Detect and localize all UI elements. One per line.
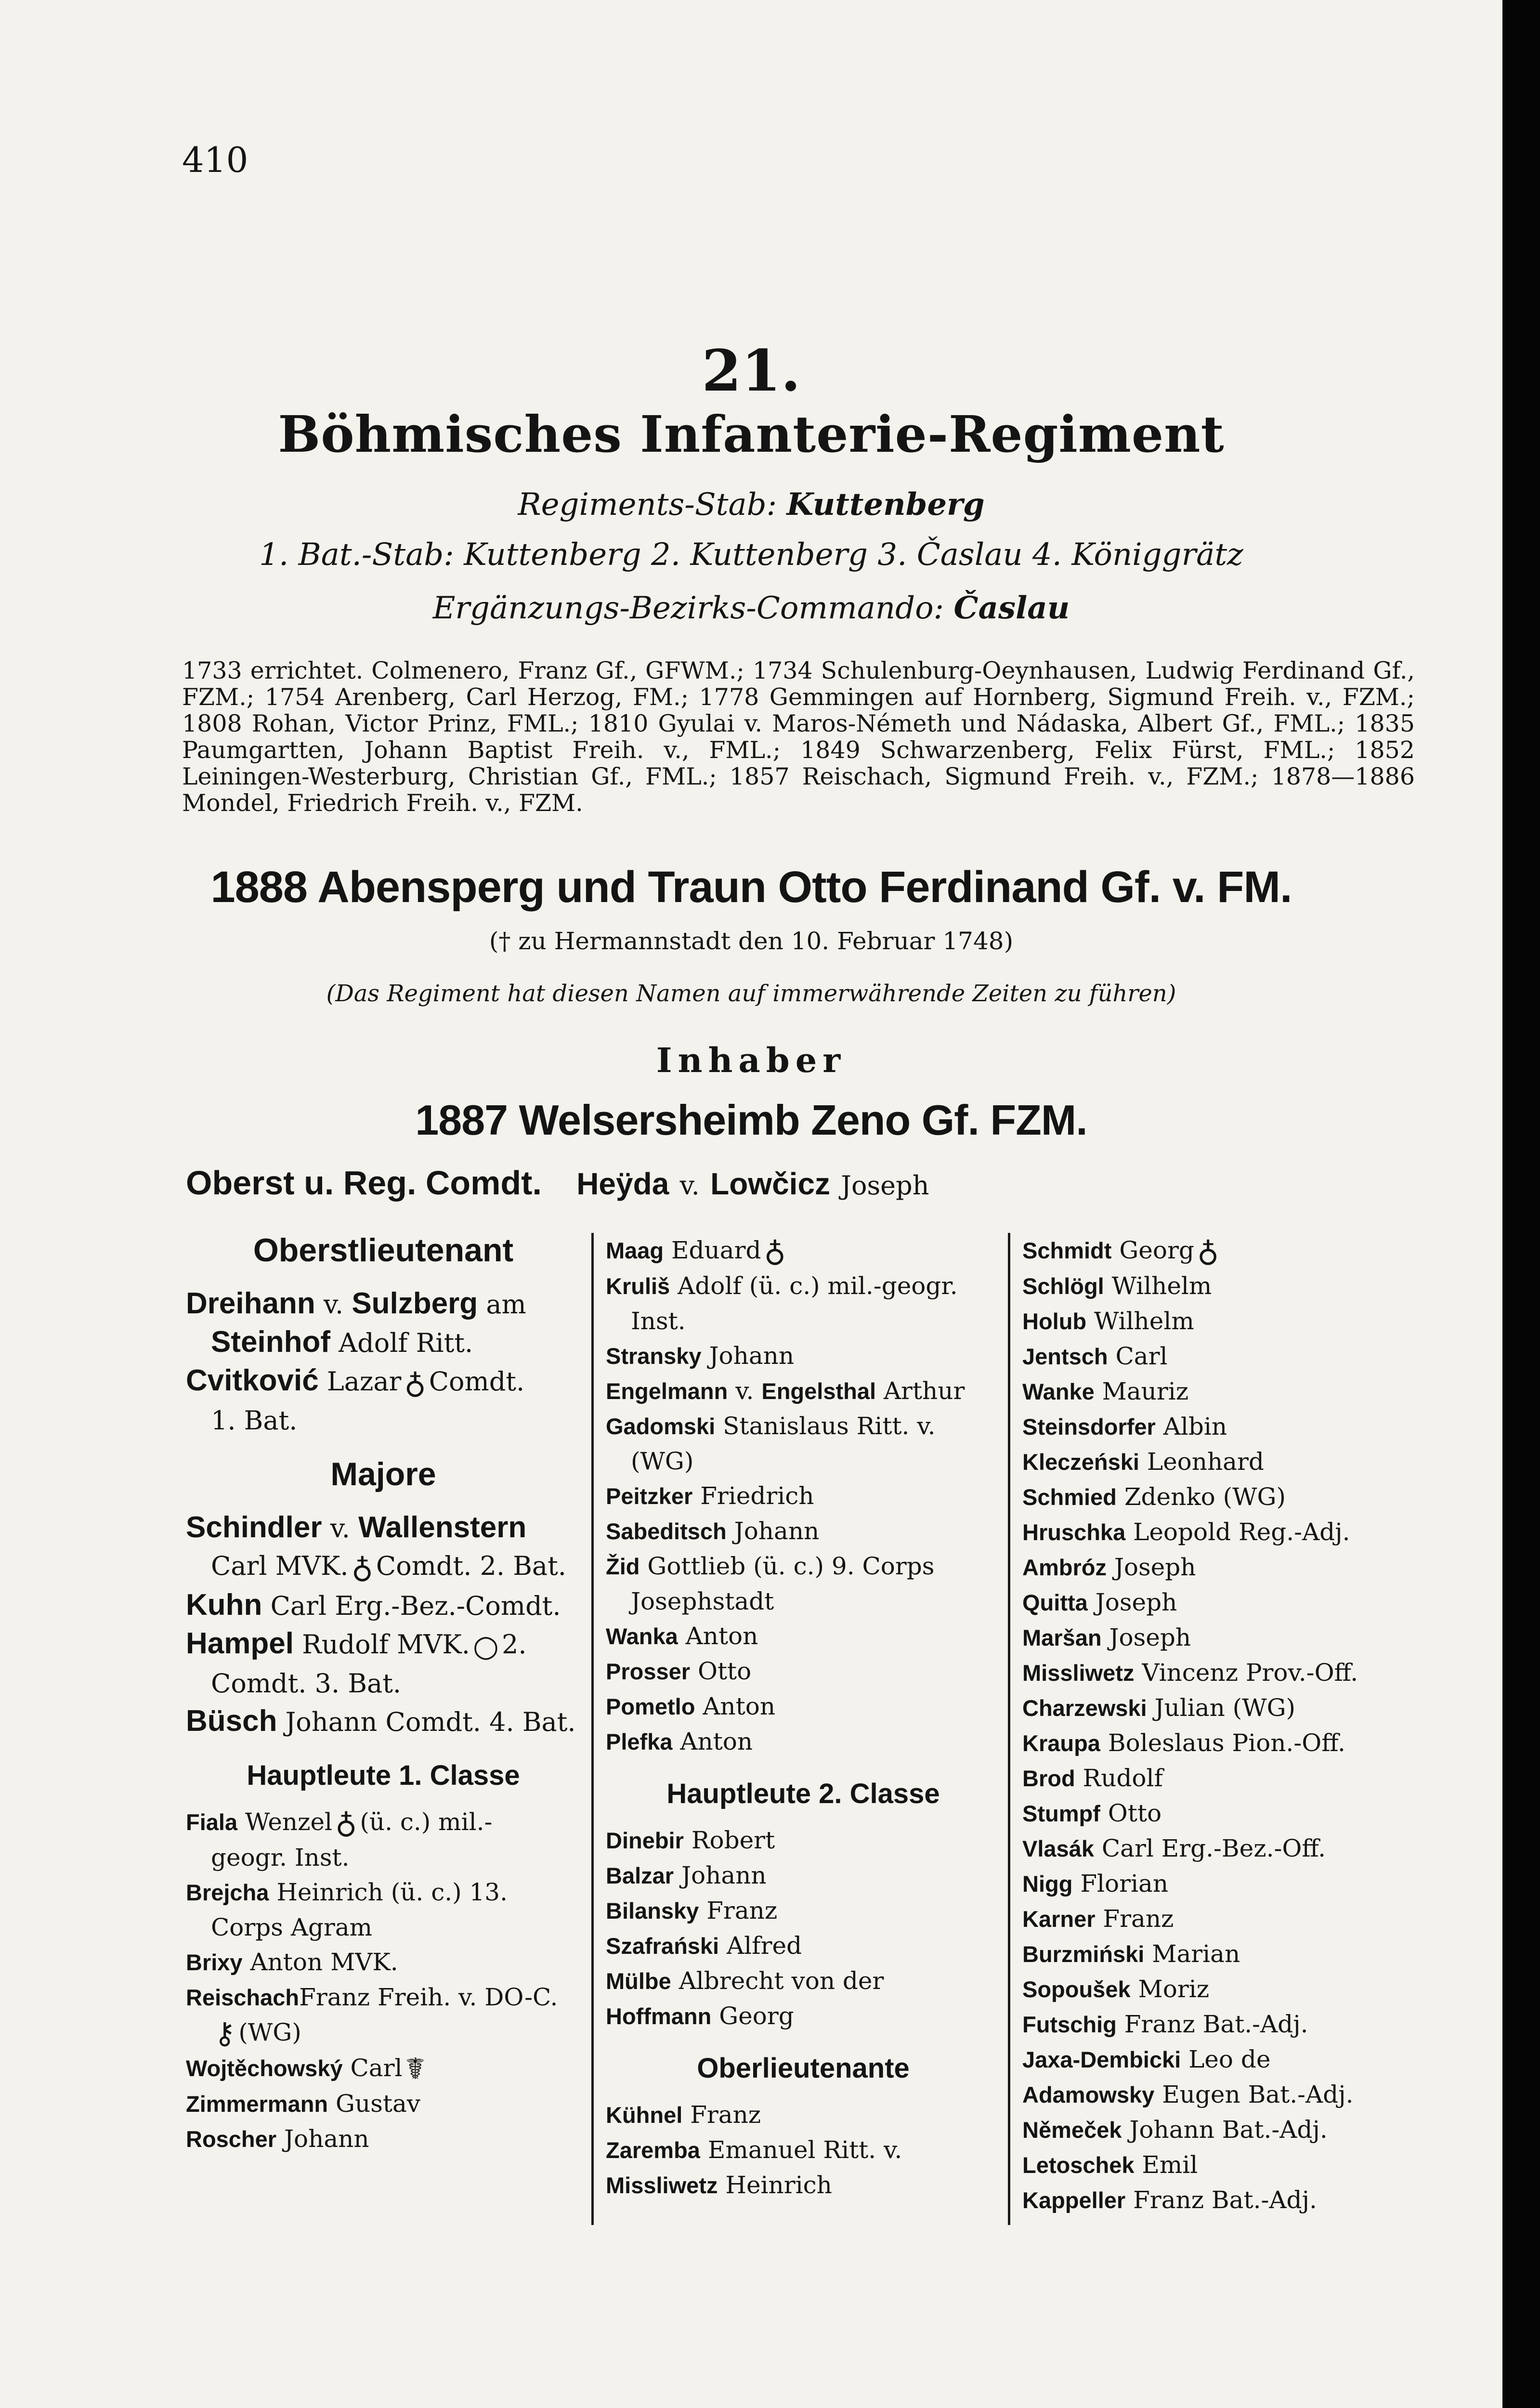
column-divider (591, 1233, 594, 2225)
oberst-predicate: Lowčicz (710, 1166, 831, 1201)
list-item: Jentsch Carl (1022, 1342, 1168, 1370)
scan-edge (1502, 0, 1540, 2408)
list-item: Kappeller Franz Bat.-Adj. (1022, 2186, 1317, 2214)
list-item: Futschig Franz Bat.-Adj. (1022, 2010, 1308, 2038)
list-item: Plefka Anton (606, 1727, 753, 1755)
list-item: Hruschka Leopold Reg.-Adj. (1022, 1518, 1350, 1546)
list-item: Zimmermann Gustav (186, 2090, 420, 2118)
section-heading-majore: Majore (330, 1456, 436, 1492)
list-item: Kruliš Adolf (ü. c.) mil.-geogr. Inst. (606, 1272, 958, 1335)
inhaber-label: Inhaber (656, 1040, 847, 1080)
ergaenzung-value: Časlau (953, 590, 1070, 626)
namesake-heading: 1888 Abensperg und Traun Otto Ferdinand Gf. v. FM. (210, 863, 1292, 912)
stab-value: Kuttenberg (786, 486, 985, 523)
oberst-label: Oberst u. Reg. Comdt. (186, 1164, 542, 1202)
double-cross-icon: ☤ (405, 2051, 425, 2086)
list-item: Holub Wilhelm (1022, 1307, 1194, 1335)
cross-icon: ♁ (351, 1550, 373, 1585)
list-item: Fiala Wenzel♁ (ü. c.) mil.- geogr. Inst. (186, 1805, 493, 1871)
list-item: Stransky Johann (606, 1342, 795, 1370)
list-item: Brod Rudolf (1022, 1764, 1163, 1792)
list-item: Büsch Johann Comdt. 4. Bat. (186, 1704, 576, 1738)
list-item: Jaxa-Dembicki Leo de (1022, 2045, 1271, 2073)
stab-label: Regiments-Stab: (518, 487, 777, 523)
ergaenzung-command (0, 590, 1502, 626)
list-item: Szafrański Alfred (606, 1932, 802, 1960)
list-item: Wojtěchowský Carl☤ (186, 2051, 425, 2086)
list-item: Mülbe Albrecht von der (606, 1967, 884, 1995)
ergaenzung-label: Ergänzungs-Bezirks-Commando: (432, 590, 944, 626)
list-item: Ambróz Joseph (1022, 1553, 1196, 1581)
list-item: Schmidt Georg♁ (1022, 1233, 1219, 1269)
list-item: Stumpf Otto (1022, 1799, 1162, 1827)
list-item: Schmied Zdenko (WG) (1022, 1483, 1286, 1511)
list-item: Steinsdorfer Albin (1022, 1413, 1227, 1440)
oberst-line (186, 1163, 929, 1203)
list-item: Pometlo Anton (606, 1692, 776, 1720)
cross-icon: ♁ (1197, 1233, 1219, 1269)
list-item: Wanke Mauriz (1022, 1377, 1189, 1405)
column-1 (186, 1233, 581, 2157)
list-item: Schlögl Wilhelm (1022, 1272, 1212, 1300)
column-divider (1008, 1233, 1010, 2225)
list-item: Kühnel Franz (606, 2101, 761, 2129)
regiment-history: 1733 errichtet. Colmenero, Franz Gf., GFWM.; 1734 Schulenburg-Oeynhausen, Ludwig Ferdinand Gf., FZM.; 1754 Arenberg, Carl Herzog, FM.; 1778 Gemmingen auf Hornberg, Sigmund Freih. v., FZM.; 1808 Rohan, Victor Prinz, FML.; 1810 Gyulai v. Maros-Németh und Nádaska, Albert Gf., FML.; 1835 Paumgartten, Johann Baptist Freih. v., FML.; 1849 Schwarzenberg, Felix Fürst, FML.; 1852 Leiningen-Westerburg, Christian Gf., FML.; 1857 Reischach, Sigmund Freih. v., FZM.; 1878—1886 Mondel, Friedrich Freih. v., FZM. (182, 657, 1415, 817)
list-item: Roscher Johann (186, 2125, 369, 2153)
column-3 (1022, 1233, 1441, 2218)
section-heading-oberlieutenante: Oberlieutenante (697, 2053, 910, 2084)
list-item: Balzar Johann (606, 1861, 767, 1889)
list-item: Adamowsky Eugen Bat.-Adj. (1022, 2081, 1354, 2108)
list-item: Peitzker Friedrich (606, 1482, 814, 1510)
section-heading-oberstlieutenant: Oberstlieutenant (253, 1232, 514, 1269)
list-item: Schindler v. Wallenstern Carl MVK.♁ Comdt. 2. Bat. (186, 1509, 581, 1586)
list-item: Missliwetz Heinrich (606, 2171, 832, 2199)
regiment-title: Böhmisches Infanterie-Regiment (278, 405, 1225, 464)
list-item: Brejcha Heinrich (ü. c.) 13. Corps Agram (186, 1878, 508, 1941)
regiment-number: 21. (702, 337, 801, 404)
list-item: Wanka Anton (606, 1622, 758, 1650)
list-item: Kraupa Boleslaus Pion.-Off. (1022, 1729, 1345, 1757)
oberst-particle: v. (679, 1170, 700, 1201)
key-icon: ⚷ (214, 2015, 236, 2051)
cross-icon: ♁ (335, 1805, 357, 1840)
list-item: Kuhn Carl Erg.-Bez.-Comdt. (186, 1588, 561, 1622)
oberst-given: Joseph (841, 1170, 929, 1201)
list-item: Engelmann v. Engelsthal Arthur (606, 1377, 965, 1405)
section-heading-hauptleute-2: Hauptleute 2. Classe (666, 1778, 940, 1809)
list-item: Vlasák Carl Erg.-Bez.-Off. (1022, 1834, 1326, 1862)
list-item: Dinebir Robert (606, 1826, 775, 1854)
list-item: Sopoušek Moriz (1022, 1975, 1210, 2003)
list-item: Burzmiński Marian (1022, 1940, 1240, 1968)
list-item: Maršan Joseph (1022, 1623, 1191, 1651)
list-item: Charzewski Julian (WG) (1022, 1694, 1296, 1722)
circle-icon: ○ (472, 1628, 499, 1663)
inhaber-heading: 1887 Welsersheimb Zeno Gf. FZM. (415, 1096, 1087, 1144)
oberst-surname: Heÿda (576, 1166, 669, 1201)
list-item: Němeček Johann Bat.-Adj. (1022, 2116, 1328, 2144)
namesake-perpetual-note: (Das Regiment hat diesen Namen auf immerwährende Zeiten zu führen) (326, 980, 1176, 1007)
list-item: Letoschek Emil (1022, 2151, 1198, 2179)
list-item: Karner Franz (1022, 1905, 1174, 1933)
list-item: Missliwetz Vincenz Prov.-Off. (1022, 1659, 1358, 1687)
list-item: ReischachFranz Freih. v. DO-C. ⚷ (WG) (186, 1983, 558, 2051)
list-item: Prosser Otto (606, 1657, 752, 1685)
cross-icon: ♁ (764, 1233, 786, 1269)
list-item: Hoffmann Georg (606, 2002, 794, 2030)
list-item: Kleczeński Leonhard (1022, 1448, 1264, 1476)
list-item: Hampel Rudolf MVK.○ 2. Comdt. 3. Bat. (186, 1627, 527, 1699)
list-item: Dreihann v. Sulzberg am Steinhof Adolf Ritt. (186, 1287, 526, 1359)
namesake-death-note: († zu Hermannstadt den 10. Februar 1748) (489, 927, 1014, 955)
list-item: Sabeditsch Johann (606, 1517, 820, 1545)
cross-icon: ♁ (404, 1365, 426, 1400)
list-item: Žid Gottlieb (ü. c.) 9. Corps Josephstadt (606, 1552, 935, 1615)
spacer (186, 1440, 581, 1457)
list-item: Cvitković Lazar♁ Comdt. 1. Bat. (186, 1364, 525, 1436)
page-number: 410 (182, 140, 248, 180)
battalion-stations: 1. Bat.-Stab: Kuttenberg 2. Kuttenberg 3. Časlau 4. Königgrätz (259, 537, 1243, 573)
list-item: Bilansky Franz (606, 1897, 778, 1924)
list-item: Maag Eduard♁ (606, 1233, 786, 1269)
list-item: Zaremba Emanuel Ritt. v. (606, 2136, 902, 2164)
list-item: Nigg Florian (1022, 1870, 1169, 1898)
list-item: Gadomski Stanislaus Ritt. v. (WG) (606, 1412, 936, 1475)
list-item: Quitta Joseph (1022, 1588, 1177, 1616)
section-heading-hauptleute-1: Hauptleute 1. Classe (247, 1760, 520, 1791)
regiment-stab (0, 486, 1502, 523)
list-item: Brixy Anton MVK. (186, 1948, 398, 1976)
column-2 (606, 1233, 1001, 2203)
